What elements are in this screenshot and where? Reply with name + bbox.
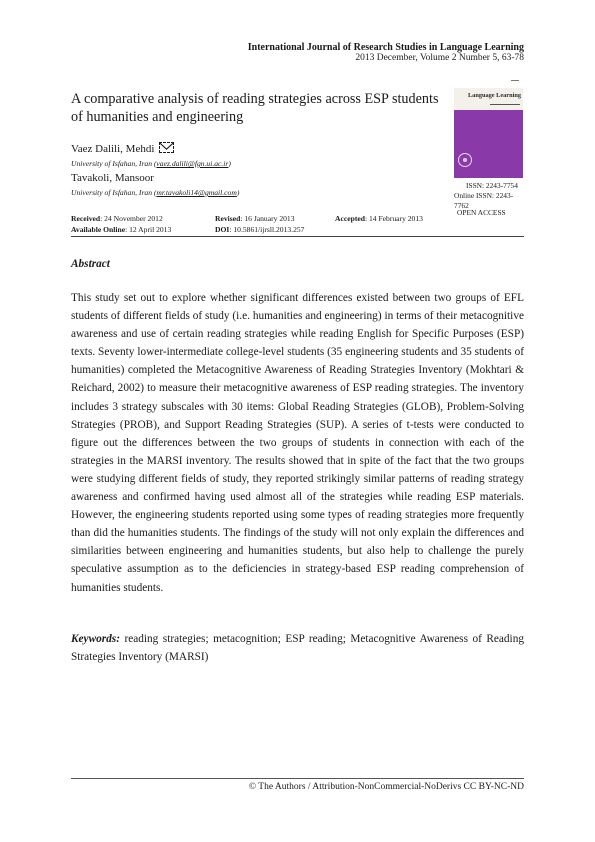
abstract-body: This study set out to explore whether significant differences existed between two groups of EFL students of different fields of study (i.e. humanities and engineering) in terms of their metacognitive awareness and use of certain reading strategies while reading English for Specific Purposes (ESP) texts. Seventy lower-intermediate college-level students (35 engineering students and 35 students of humanities) completed the Metacognitive Awareness of Reading Strategies Inventory (Mokhtari & Reichard, 2002) to measure their metacognitive awareness of ESP reading strategies. The inventory includes 3 strategy subscales with 30 items: Global Reading Strategies (GLOB), Problem-Solving Strategies (PROB), and Support Reading Strategies (SUP). A series of t-tests were conducted to figure out the differences between the two groups of students in connection with each of the strategies in the MARSI inventory. The results showed that in spite of the fact that the two groups were studying different fields of study, they reported strikingly similar patterns of reading strategy awareness and confirmed having used almost all of the strategies while reading ESP materials. However, the engineering students reported using some types of reading strategies more frequently than did the humanities students. The findings of the study will not only explain the differences and similarities between engineering and humanities students, but also help to challenge the purely speculative assumption as to the deficiencies in strategy-based ESP reading comprehension of humanities students. bbox=[71, 292, 524, 594]
accepted-date bbox=[335, 214, 423, 223]
keywords-label: Keywords: bbox=[71, 633, 120, 645]
accepted-label: Accepted bbox=[335, 214, 365, 223]
revised-value: : 16 January 2013 bbox=[240, 214, 295, 223]
author-2-email-link[interactable]: mr.tavakoli14@gmail.com bbox=[156, 188, 237, 197]
keywords bbox=[71, 630, 524, 666]
author-1-email-link[interactable]: vaez.dalili@fgn.ui.ac.ir bbox=[156, 159, 229, 168]
author-1-name: Vaez Dalili, Mehdi bbox=[71, 143, 155, 155]
abstract-heading: Abstract bbox=[71, 258, 110, 270]
affiliation-prefix: University of Isfahan, Iran ( bbox=[71, 159, 157, 168]
copyright-notice: © The Authors / Attribution-NonCommercial-NoDerivs CC BY-NC-ND bbox=[248, 782, 524, 792]
footer-divider bbox=[71, 778, 524, 779]
received-value: : 24 November 2012 bbox=[100, 214, 163, 223]
revised-label: Revised bbox=[215, 214, 241, 223]
keywords-text: reading strategies; metacognition; ESP reading; Metacognitive Awareness of Reading Strategies Inventory (MARSI) bbox=[71, 633, 524, 664]
affiliation-suffix: ) bbox=[236, 188, 240, 197]
affiliation-prefix: University of Isfahan, Iran ( bbox=[71, 188, 157, 197]
affiliation-suffix: ) bbox=[228, 159, 231, 168]
doi-label: DOI bbox=[215, 225, 230, 234]
issn-print: ISSN: 2243-7754 bbox=[466, 181, 518, 190]
cover-top-strip bbox=[454, 74, 523, 88]
cover-title-band bbox=[454, 88, 523, 110]
open-access-label: OPEN ACCESS bbox=[457, 208, 506, 217]
available-label: Available Online bbox=[71, 225, 126, 234]
cover-title: Language Learning bbox=[467, 92, 521, 99]
journal-name: International Journal of Research Studies in Language Learning bbox=[247, 42, 524, 53]
author-2-affiliation bbox=[71, 188, 239, 197]
journal-issue-info: 2013 December, Volume 2 Number 5, 63-78 bbox=[355, 53, 524, 63]
author-1-affiliation bbox=[71, 159, 231, 168]
doi-value[interactable]: : 10.5861/ijrsll.2013.257 bbox=[229, 225, 305, 234]
received-label: Received bbox=[71, 214, 101, 223]
revised-date bbox=[215, 214, 295, 223]
author-2 bbox=[71, 172, 154, 184]
available-online-date bbox=[71, 225, 171, 234]
author-2-name: Tavakoli, Mansoor bbox=[71, 172, 154, 184]
journal-cover-image bbox=[454, 74, 523, 178]
doi bbox=[215, 225, 304, 234]
issn-block bbox=[454, 181, 524, 210]
mail-icon[interactable] bbox=[159, 142, 174, 153]
issn-online: Online ISSN: 2243-7762 bbox=[454, 190, 514, 210]
metadata-divider bbox=[71, 236, 524, 237]
cover-seal-icon bbox=[458, 153, 472, 167]
received-date bbox=[71, 214, 163, 223]
accepted-value: : 14 February 2013 bbox=[364, 214, 423, 223]
author-1 bbox=[71, 142, 174, 155]
available-value: : 12 April 2013 bbox=[125, 225, 172, 234]
paper-title: A comparative analysis of reading strategies across ESP students of humanities and engineering bbox=[71, 91, 439, 125]
